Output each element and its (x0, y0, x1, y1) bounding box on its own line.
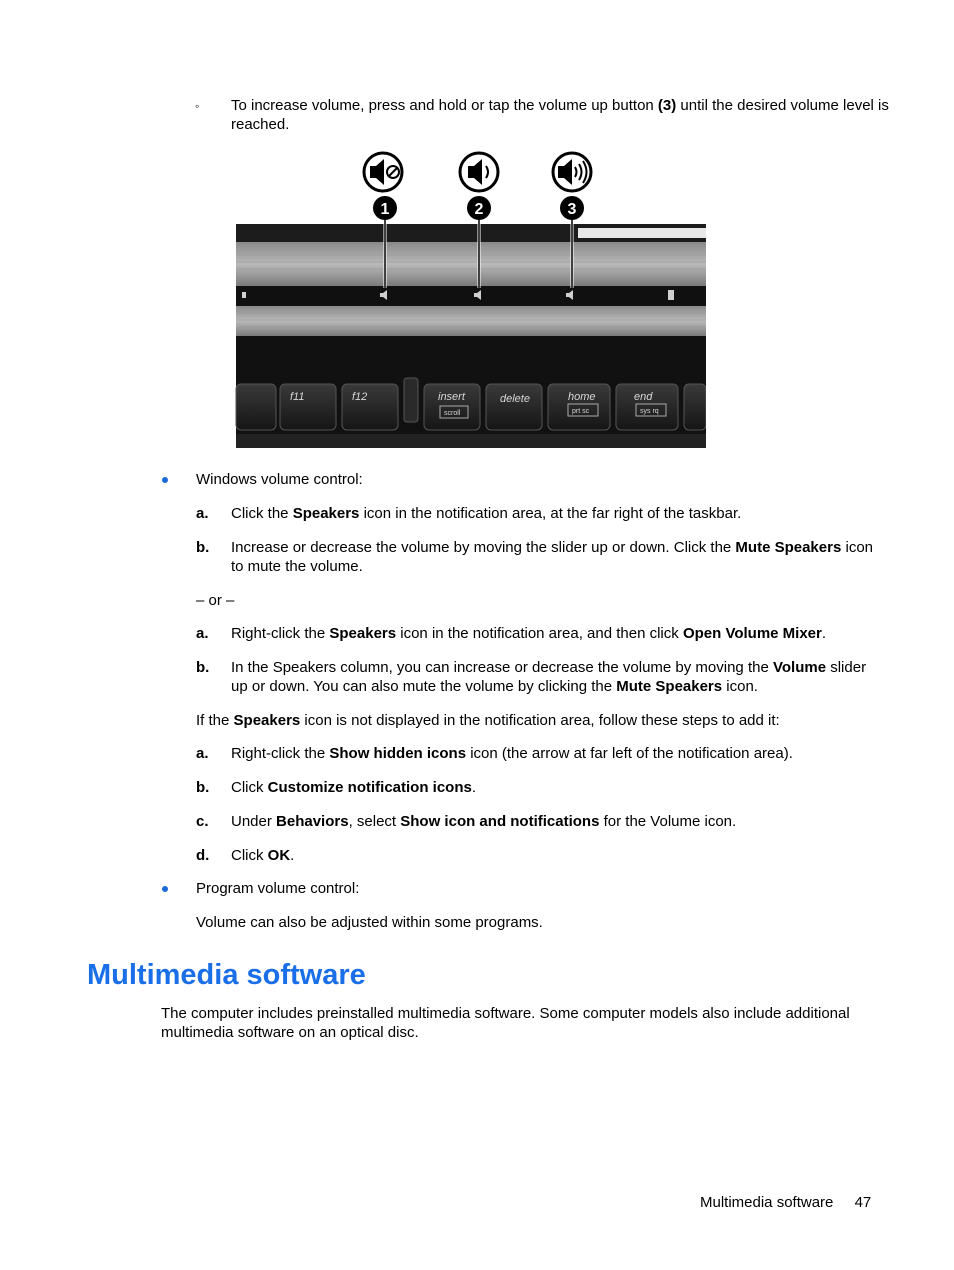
key-sysrq-label: sys rq (640, 408, 659, 415)
metal-strip-lower (236, 306, 706, 336)
section-body: The computer includes preinstalled multimedia software. Some computer models also include additional multimedia software on an optical disc. (161, 1005, 850, 1041)
mute-icon (364, 153, 402, 191)
step-text (231, 812, 881, 831)
windows-volume-title: Windows volume control: (196, 471, 363, 488)
text-run: Right-click the (231, 745, 330, 762)
footer-page-number: 47 (854, 1194, 872, 1211)
keyboard-figure (232, 148, 706, 454)
callout-2 (467, 196, 491, 220)
text-run: icon. (722, 678, 758, 695)
bold-term: Mute Speakers (735, 539, 842, 556)
bold-term: Show icon and notifications (400, 813, 600, 830)
key-delete (486, 384, 542, 430)
button-strip (236, 286, 706, 306)
bold-term: Customize notification icons (267, 779, 472, 796)
text-run: for the Volume icon. (599, 813, 737, 830)
text-run: Click the (231, 505, 293, 522)
step-text (231, 744, 881, 763)
text-run: icon in the notification area, and then click (396, 625, 683, 642)
step-label: c. (196, 813, 209, 830)
key-delete-label: delete (500, 393, 530, 405)
bold-term: Speakers (233, 712, 301, 729)
bold-term: Mute Speakers (616, 678, 723, 695)
step-label: b. (196, 779, 210, 796)
keyboard-figure-svg (232, 148, 706, 454)
key-f11 (280, 384, 336, 430)
speakers-missing-note (196, 711, 886, 730)
bold-term: Behaviors (276, 813, 349, 830)
volume-up-icon (553, 153, 591, 191)
text-run: icon (the arrow at far left of the notification area). (466, 745, 793, 762)
step-text (231, 658, 881, 696)
text-run: . (290, 847, 295, 864)
key-scroll-label: scroll (444, 410, 461, 417)
step-text (231, 624, 881, 643)
metal-strip (236, 242, 706, 286)
text-run: icon to mute the volume. (231, 539, 873, 575)
step-label: b. (196, 659, 210, 676)
text-run: Right-click the (231, 625, 330, 642)
step-text (231, 504, 881, 523)
step-text (231, 778, 881, 797)
step-label: a. (196, 505, 209, 522)
text-run: Under (231, 813, 277, 830)
volume-up-instruction (231, 96, 891, 134)
section-heading: Multimedia software (87, 959, 366, 991)
instruction-callout: (3) (657, 97, 677, 114)
bullet-program (162, 886, 168, 892)
svg-text:3: 3 (567, 201, 577, 218)
text-run: Click (231, 779, 268, 796)
volume-down-icon (460, 153, 498, 191)
bold-term: Volume (772, 659, 827, 676)
callout-3 (560, 196, 584, 220)
program-volume-title: Program volume control: (196, 880, 360, 897)
text-run: In the Speakers column, you can increase or decrease the volume by moving the (231, 659, 773, 676)
text-run: . (821, 625, 827, 642)
callout-1 (373, 196, 397, 220)
text-run: slider up or down. You can also mute the volume by clicking the (231, 659, 867, 695)
text-run: Increase or decrease the volume by moving the slider up or down. Click the (231, 539, 736, 556)
program-volume-body: Volume can also be adjusted within some programs. (196, 914, 543, 931)
key-f11-label: f11 (290, 391, 305, 403)
svg-text:2: 2 (474, 201, 484, 218)
bold-term: Speakers (292, 505, 360, 522)
step-label: d. (196, 847, 210, 864)
key-insert-label: insert (438, 391, 465, 403)
bold-term: OK (267, 847, 291, 864)
bold-term: Show hidden icons (329, 745, 467, 762)
text-run: If the (196, 712, 234, 729)
text-run: , select (348, 813, 401, 830)
step-label: a. (196, 745, 209, 762)
text-run: Click (231, 847, 268, 864)
bold-term: Open Volume Mixer (682, 625, 822, 642)
bullet-windows (162, 477, 168, 483)
text-run: . (471, 779, 477, 796)
key-end-label: end (634, 391, 653, 403)
sub-bullet-marker: ◦ (195, 99, 200, 113)
step-label: a. (196, 625, 209, 642)
bold-term: Speakers (329, 625, 397, 642)
page-footer (700, 1193, 871, 1212)
key-home-label: home (568, 391, 596, 403)
key-f12 (342, 384, 398, 430)
footer-section: Multimedia software (700, 1194, 834, 1211)
instruction-text-end: until the desired volume level is reached. (231, 97, 889, 133)
or-separator: – or – (196, 592, 235, 609)
instruction-text: To increase volume, press and hold or tap the volume up button (231, 97, 658, 114)
step-text (231, 846, 881, 865)
step-text (231, 538, 881, 576)
key-f12-label: f12 (352, 391, 368, 403)
svg-text:1: 1 (380, 201, 390, 218)
step-label: b. (196, 539, 210, 556)
text-run: icon in the notification area, at the far right of the taskbar. (359, 505, 742, 522)
bezel-highlight (578, 228, 706, 238)
key-prtsc-label: prt sc (572, 408, 590, 415)
text-run: icon is not displayed in the notification area, follow these steps to add it: (300, 712, 780, 729)
